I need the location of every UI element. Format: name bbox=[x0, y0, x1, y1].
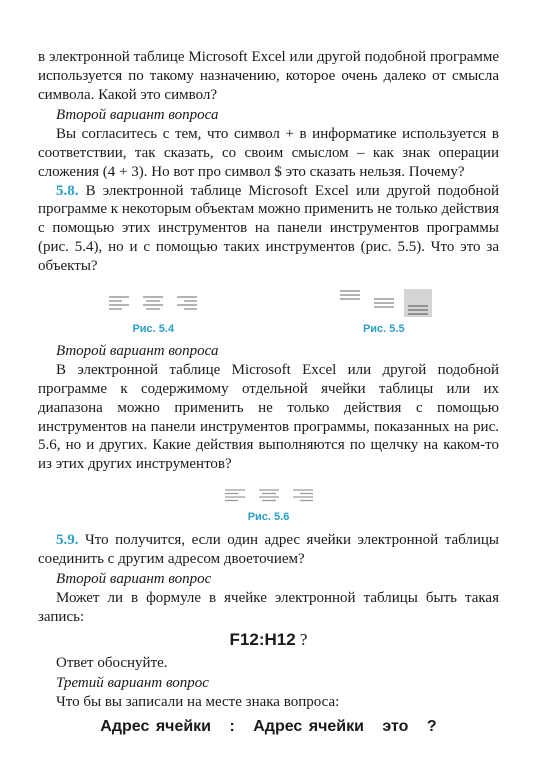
figure-caption: Рис. 5.6 bbox=[247, 510, 290, 523]
paragraph-formula-question: Может ли в формуле в ячейке электронной таблицы быть такая запись: bbox=[38, 590, 499, 625]
align-top-button[interactable] bbox=[336, 289, 364, 317]
align-center-button[interactable] bbox=[255, 485, 283, 505]
subheading-variant-2: Второй вариант вопроса bbox=[56, 107, 219, 124]
question-number: 5.9. bbox=[56, 531, 79, 548]
formula-question-mark: ? bbox=[299, 629, 308, 649]
question-text: Что получится, если один адрес ячейки электронной таблицы соединить с другим адресом двоеточием? bbox=[38, 531, 499, 567]
figure-caption: Рис. 5.5 bbox=[362, 322, 405, 335]
align-buttons-group-2 bbox=[221, 482, 317, 508]
figure-caption: Рис. 5.4 bbox=[132, 322, 175, 335]
align-left-icon bbox=[224, 488, 246, 502]
address-question: ? bbox=[426, 717, 437, 735]
figure-5-4 bbox=[68, 286, 238, 339]
align-bottom-icon bbox=[407, 303, 429, 317]
align-middle-button[interactable] bbox=[370, 289, 398, 317]
align-right-button[interactable] bbox=[173, 289, 201, 317]
question-5-8 bbox=[38, 182, 499, 276]
paragraph-plus-dollar: Вы согласитесь с тем, что символ + в информатике используется в соответствии, так сказать, со своим смыслом – как знак операции сложения (4 + 3). Но вот про символ $ это сказать нельзя. Почему? bbox=[38, 126, 499, 180]
align-center-icon bbox=[142, 295, 164, 311]
formula-example bbox=[38, 631, 499, 650]
subheading-variant-2c: Второй вариант вопрос bbox=[56, 571, 212, 588]
question-number: 5.8. bbox=[56, 182, 79, 199]
align-left-button[interactable] bbox=[221, 485, 249, 505]
align-left-icon bbox=[108, 295, 130, 311]
paragraph-other-tools: В электронной таблице Microsoft Excel или другой подобной программе к содержимому отдельной ячейки таблицы или их диапазона можно применить не только действия с помощью инструментов на панели инструментов программы, показанных на рис. 5.6, но и других. Какие действия выполняются по щелчку на каком-то из этих других инструментов? bbox=[38, 362, 499, 473]
question-5-9 bbox=[38, 531, 499, 569]
vertical-align-buttons-group bbox=[336, 286, 432, 320]
align-left-button[interactable] bbox=[105, 289, 133, 317]
address-tail: это bbox=[382, 717, 409, 735]
paragraph-intro: в электронной таблице Microsoft Excel или другой подобной программе используется по такому назначению, которое очень далеко от смысла символа. Какой это символ? bbox=[38, 49, 499, 103]
align-middle-icon bbox=[373, 295, 395, 311]
align-bottom-button[interactable] bbox=[404, 289, 432, 317]
subheading-variant-2b: Второй вариант вопроса bbox=[56, 343, 219, 360]
paragraph-what-write: Что бы вы записали на месте знака вопроса: bbox=[56, 694, 340, 711]
align-buttons-group bbox=[105, 286, 201, 320]
address-left: Адрес ячейки bbox=[100, 717, 212, 735]
align-center-icon bbox=[258, 488, 280, 502]
figure-row-5-4-5-5 bbox=[38, 286, 499, 339]
formula-text: F12:H12 bbox=[229, 629, 296, 649]
address-right: Адрес ячейки bbox=[253, 717, 364, 735]
align-top-icon bbox=[339, 289, 361, 305]
page-content bbox=[38, 48, 499, 737]
figure-5-6 bbox=[38, 482, 499, 527]
subheading-variant-3: Третий вариант вопрос bbox=[56, 675, 209, 692]
align-right-icon bbox=[176, 295, 198, 311]
figure-5-5 bbox=[299, 286, 469, 339]
align-right-button[interactable] bbox=[289, 485, 317, 505]
align-center-button[interactable] bbox=[139, 289, 167, 317]
address-expression bbox=[38, 718, 499, 737]
question-text: В электронной таблице Microsoft Excel или другой подобной программе к некоторым объектам можно применить не только действия с помощью этих инструментов на панели инструментов программы (рис. 5.4), но и с помощью таких инструментов (рис. 5.5). Что это за объекты? bbox=[38, 182, 500, 274]
align-right-icon bbox=[292, 488, 314, 502]
paragraph-justify: Ответ обоснуйте. bbox=[56, 654, 168, 671]
address-colon: : bbox=[229, 717, 235, 735]
